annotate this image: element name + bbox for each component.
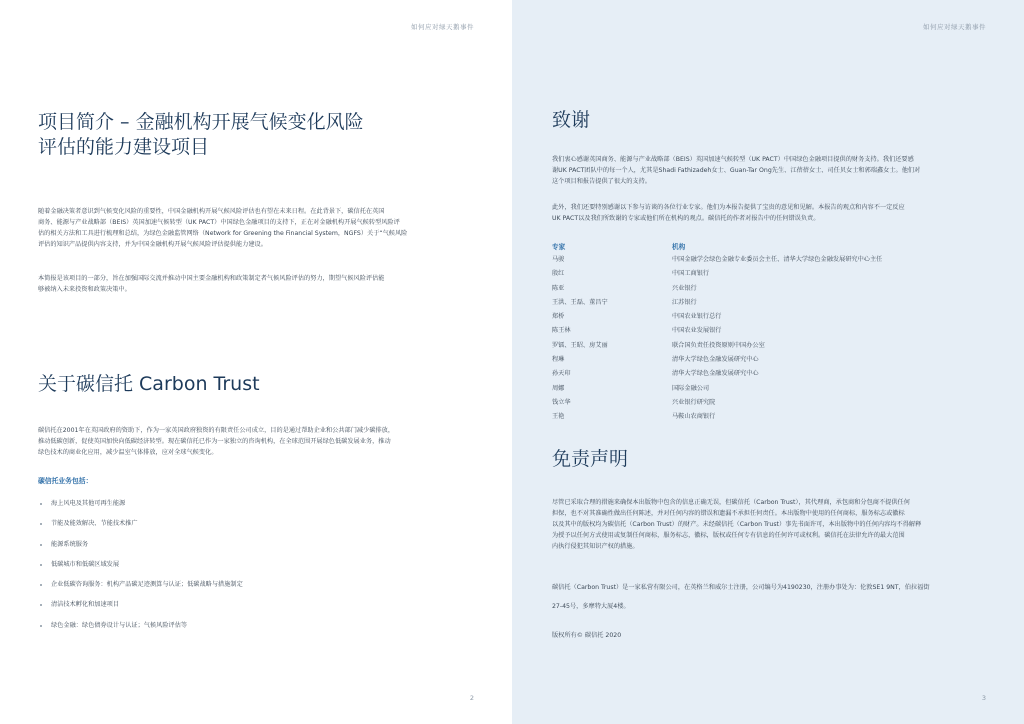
ack-p1-line: 谢UK PACT团队中的每一个人，尤其是Shadi Fathizadeh女士、Guan-Tar Ong先生、江蓓蓓女士、司任贝女士和郭瑞鑫女士。他们对 bbox=[552, 167, 921, 174]
service-text: 能源系统服务 bbox=[51, 540, 89, 548]
table-row bbox=[552, 268, 972, 282]
expert-name: 周娜 bbox=[552, 384, 565, 392]
services-label: 碳信托业务包括： bbox=[38, 477, 93, 485]
service-item bbox=[38, 519, 458, 539]
disclaimer-line: 碳信托（Carbon Trust）是一家私营有限公司，在英格兰和威尔士注册，公司编号为4190230，注册办事处为：伦敦SE1 9NT，伯拉福街 bbox=[552, 584, 930, 591]
service-item bbox=[38, 621, 458, 641]
disclaimer-title: 免责声明 bbox=[552, 448, 629, 470]
expert-org: 兴业银行研究院 bbox=[672, 398, 716, 406]
expert-name: 陈王林 bbox=[552, 327, 571, 335]
expert-org: 中国工商银行 bbox=[672, 270, 710, 278]
experts-header-org: 机构 bbox=[672, 243, 686, 251]
table-row bbox=[552, 411, 972, 425]
intro-p2-line: 够被纳入未来投资和政策决策中。 bbox=[38, 286, 131, 293]
table-row bbox=[552, 325, 972, 339]
expert-name: 程琳 bbox=[552, 356, 565, 364]
service-item bbox=[38, 580, 458, 600]
intro-title-line2: 评估的能力建设项目 bbox=[38, 136, 210, 158]
expert-org: 中国农业发展银行 bbox=[672, 327, 722, 335]
expert-org: 中国农业银行总行 bbox=[672, 313, 722, 321]
disclaimer-line: 担保，也不对其准确性做出任何陈述，并对任何内容的错误和遗漏不承担任何责任。本出版物中使用的任何商标，服务标志或徽标 bbox=[552, 510, 905, 517]
bullet-icon bbox=[40, 503, 42, 505]
table-row bbox=[552, 297, 972, 311]
expert-name: 郑桥 bbox=[552, 313, 565, 321]
expert-name: 马骏 bbox=[552, 256, 565, 263]
intro-p1-line: 商务、能源与产业战略部（BEIS）英国加速气候转型（UK PACT）中国绿色金融项目的支持下，正在对金融机构开展气候转型风险评 bbox=[38, 219, 400, 226]
intro-title bbox=[38, 110, 364, 160]
expert-name: 殷红 bbox=[552, 270, 565, 278]
table-row bbox=[552, 368, 972, 382]
page-number-left: 2 bbox=[469, 694, 474, 702]
expert-name: 孙天印 bbox=[552, 370, 571, 378]
services-list bbox=[38, 499, 458, 641]
about-paragraph bbox=[38, 425, 478, 458]
intro-p1-line: 评估的知识产品提供内容支持，并为中国金融机构开展气候风险评估提供能力建设。 bbox=[38, 241, 267, 248]
intro-paragraph-1 bbox=[38, 206, 478, 250]
expert-org: 清华大学绿色金融发展研究中心 bbox=[672, 370, 759, 378]
expert-org: 马鞍山农商银行 bbox=[672, 413, 716, 421]
intro-title-line1: 项目简介 – 金融机构开展气候变化风险 bbox=[38, 111, 364, 133]
about-title: 关于碳信托 Carbon Trust bbox=[38, 373, 260, 395]
ack-paragraph-1 bbox=[552, 154, 986, 187]
expert-org: 中国金融学会绿色金融专业委员会主任、清华大学绿色金融发展研究中心主任 bbox=[672, 256, 883, 263]
expert-name: 罗镭、王昭、房艾丽 bbox=[552, 341, 608, 349]
experts-header-expert: 专家 bbox=[552, 243, 566, 251]
about-line: 绿色技术的商业化应用，减少温室气体排放，应对全球气候变化。 bbox=[38, 449, 218, 456]
expert-name: 陈亚 bbox=[552, 284, 565, 292]
experts-table bbox=[552, 241, 972, 426]
bullet-icon bbox=[40, 625, 42, 627]
disclaimer-line: 内执行侵犯其知识产权的措施。 bbox=[552, 543, 639, 550]
service-text: 企业低碳咨询服务：机构产品碳足迹测算与认证；低碳战略与措施制定 bbox=[51, 581, 243, 589]
expert-org: 江苏银行 bbox=[672, 298, 697, 306]
service-text: 绿色金融：绿色债券设计与认证；气候风险评估等 bbox=[51, 621, 188, 629]
copyright: 版权所有© 碳信托 2020 bbox=[552, 632, 622, 639]
table-row bbox=[552, 283, 972, 297]
about-line: 推动低碳创新，促使英国加快向低碳经济转型。现在碳信托已作为一家独立的咨询机构，在全球范围开展绿色低碳发展业务，推动 bbox=[38, 438, 391, 445]
table-row bbox=[552, 354, 972, 368]
about-line: 碳信托在2001年在英国政府的资助下，作为一家英国政府独资的有限责任公司成立，目的是通过帮助企业和公共部门减少碳排放， bbox=[38, 427, 395, 434]
disclaimer-line: 为授予以任何方式使用或复制任何商标，服务标志，徽标，版权或任何专有信息的任何许可或权利。碳信托在法律允许的最大范围 bbox=[552, 532, 905, 539]
service-text: 低碳城市和低碳区域发展 bbox=[51, 560, 120, 568]
ack-p2-line: 此外，我们还要特别感谢以下参与访谈的各位行业专家。他们为本报告提供了宝贵的意见和见解。本报告的观点和内容不一定反应 bbox=[552, 204, 905, 211]
bullet-icon bbox=[40, 604, 42, 606]
page-number-right: 3 bbox=[981, 694, 986, 702]
service-text: 清洁技术孵化和加速项目 bbox=[51, 601, 120, 609]
ack-p1-line: 我们衷心感谢英国商务、能源与产业战略部（BEIS）英国加速气候转型（UK PACT）中国绿色金融项目提供的财务支持。我们还要感 bbox=[552, 156, 914, 163]
intro-paragraph-2 bbox=[38, 273, 478, 295]
table-row bbox=[552, 311, 972, 325]
disclaimer-line: 尽管已采取合理的措施来确保本出版物中包含的信息正确无误，但碳信托（Carbon Trust），其代理商，承包商和分包商不提供任何 bbox=[552, 499, 910, 506]
disclaimer-line: 27-45号，多摩特大厦4楼。 bbox=[552, 603, 630, 610]
bullet-icon bbox=[40, 564, 42, 566]
service-item bbox=[38, 560, 458, 580]
experts-header bbox=[552, 241, 972, 254]
disclaimer-line: 以及其中的版权均为碳信托（Carbon Trust）的财产。未经碳信托（Carbon Trust）事先书面许可，本出版物中的任何内容均不得解释 bbox=[552, 521, 922, 528]
service-text: 海上风电及其他可再生能源 bbox=[51, 500, 126, 507]
expert-name: 钱立华 bbox=[552, 398, 571, 406]
bullet-icon bbox=[40, 584, 42, 586]
intro-p1-line: 估的相关方法和工具进行梳理和总结，为绿色金融监管网络（Network for Greening the Financial System，NGFS）关于“气候风险 bbox=[38, 230, 408, 237]
bullet-icon bbox=[40, 523, 42, 525]
table-row bbox=[552, 254, 972, 268]
intro-p2-line: 本简报是该项目的一部分，旨在加强国际交流并推动中国主要金融机构和政策制定者气候风险评估的努力，期望气候风险评估能 bbox=[38, 275, 385, 282]
intro-p1-line: 随着金融决策者意识到气候变化风险的重要性，中国金融机构开展气候风险评估也有望在未来日程。在此背景下，碳信托在英国 bbox=[38, 208, 385, 215]
expert-org: 兴业银行 bbox=[672, 284, 697, 292]
service-text: 节能及能效解决、节能技术推广 bbox=[51, 520, 138, 528]
expert-org: 联合国负责任投资原则中国办公室 bbox=[672, 341, 765, 349]
ack-p2-line: UK PACT以及我们所致谢的专家或他们所在机构的观点。碳信托的作者对报告中的任何错误负责。 bbox=[552, 215, 820, 222]
running-head-left: 如何应对绿天鹅事件 bbox=[411, 23, 474, 31]
bullet-icon bbox=[40, 544, 42, 546]
expert-org: 国际金融公司 bbox=[672, 384, 710, 392]
disclaimer-paragraph-1 bbox=[552, 497, 986, 552]
service-item bbox=[38, 499, 458, 519]
service-item bbox=[38, 600, 458, 620]
table-row bbox=[552, 340, 972, 354]
ack-paragraph-2 bbox=[552, 202, 986, 224]
right-page bbox=[512, 0, 1024, 724]
expert-name: 王艳 bbox=[552, 413, 565, 421]
ack-p1-line: 这个项目和报告提供了很大的支持。 bbox=[552, 178, 651, 185]
table-row bbox=[552, 397, 972, 411]
disclaimer-paragraph-2 bbox=[552, 578, 986, 616]
expert-name: 王洪、王磊、董昌宁 bbox=[552, 298, 608, 306]
expert-org: 清华大学绿色金融发展研究中心 bbox=[672, 356, 759, 364]
table-row bbox=[552, 383, 972, 397]
service-item bbox=[38, 540, 458, 560]
running-head-right: 如何应对绿天鹅事件 bbox=[923, 23, 986, 31]
ack-title: 致谢 bbox=[552, 109, 591, 131]
